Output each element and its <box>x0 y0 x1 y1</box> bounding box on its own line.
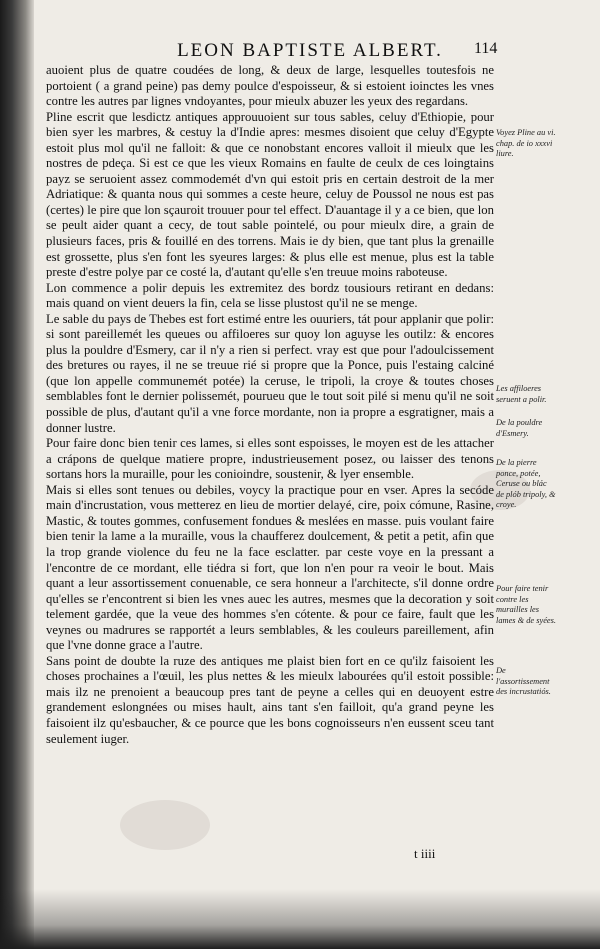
margin-note: Pour faire tenir contre les murailles les lames & de syées. <box>496 584 557 625</box>
paragraph: Pline escrit que lesdictz antiques approuuoient sur tous sables, celuy d'Ethiopie, pour bien syer les marbres, & cestuy la d'Indie apres: mesmes disoient que celuy d'Egypte estoit plus mol qu'il ne falloit: & que ce nonobstant encores valloit il mieulx que les nostres de pdeça. Si est ce que les vieux Romains en faulte de ceulx de ces loingtains payz se seruoient assez commodemét d'vn qui estoit pris en certain destroit de la mer Adriatique: & quanta nous qui sommes a ceste heure, celuy de Poussol ne nous est pas (certes) le pire que lon sçauroit trouuer pour tel effect. D'auantage il y a ce bien, que lon se peult aider quant a cecy, de tout sable pointelé, ou pour mieulx dire, a grain de plusieurs faces, pris & fouillé en des torrens. Mais ie dy bien, que tant plus la grenaille est grossette, plus s'en font les syeures larges: & plus elle est menue, plus est la table preste d'estre polye par ce costé la, d'autant qu'elle s'en treuue moins raboteuse. <box>46 109 494 280</box>
running-title: LEON BAPTISTE ALBERT. <box>177 40 443 61</box>
page-bottom-shadow <box>0 889 600 949</box>
page-binding-shadow <box>0 0 34 949</box>
margin-note: De la pouldre d'Esmery. <box>496 418 543 438</box>
margin-note: De l'assortissement des incrustatiós. <box>496 666 551 696</box>
margin-note: Les affiloeres seruent a polir. <box>496 384 547 404</box>
margin-note: De la pierre ponce, potée, Ceruse ou blác de plób tripoly, & croye. <box>496 458 556 509</box>
margin-note: Voyez Pline au vi. chap. de io xxxvi liure. <box>496 128 556 158</box>
page-number: 114 <box>474 40 498 57</box>
paragraph: Lon commence a polir depuis les extremitez des bordz tousiours retirant en dedans: mais quand on vient deuers la fin, cela se lisse plustost qu'il ne se menge. <box>46 280 494 311</box>
paper-stain <box>120 800 210 850</box>
paragraph: Sans point de doubte la ruze des antiques me plaist bien fort en ce qu'ilz faisoient les choses prochaines a l'œuil, les plus nettes & les mieulx labourées qu'il estoit possible: mais ilz ne prenoient a beaucoup pres tant de peyne a celles qui en deuoyent estre grandement eslongnées ou mises hault, ains tant s'en failloit, qu'a grand peyne les faisoient ilz qu'esbaucher, & ce pource que les bons cognoisseurs n'en eussent sceu tant seulement iuger. <box>46 653 494 746</box>
paragraph: Mais si elles sont tenues ou debiles, voycy la practique pour en vser. Apres la secóde main d'incrustation, vous metterez en lieu de mortier delayé, cire, poix cómune, Rasine, Mastic, & toutes gommes, confusement fondues & meslées en masse. puis voulant faire bien tenir la lame a la muraille, vous la chaufferez doulcement, & petit a petit, afin que la trop grande violence du feu ne la face esclatter. par ceste voye en la pressant a l'encontre de ce mordant, elle tiédra si fort, que lon n'en pour ra veoir le bout. Mais quant a leur assortissement conuenable, ce sera honneur a l'architecte, s'il donne ordre qu'elles se r'encontrent si bien les vnes auec les autres, mesmes que la decoration y soit telement gardée, que la veue des hommes s'en cótente. & pour ce faire, fault que les veynes ou madrures se rapportét a leurs semblables, & les couleurs pareillement, afin que l'vne donne grace a l'autre. <box>46 482 494 653</box>
signature-mark: t iiii <box>414 846 436 861</box>
paragraph: Pour faire donc bien tenir ces lames, si elles sont espoisses, le moyen est de les attacher a crápons de quelque matiere propre, industrieusement posez, ou laisser des tenons sortans hors la muraille, pour les conioindre, soustenir, & lyer ensemble. <box>46 436 494 482</box>
body-text <box>46 63 494 747</box>
paragraph: auoient plus de quatre coudées de long, & deux de large, lesquelles toutesfois ne portoient ( a grand peine) pas demy poulce d'espoisseur, & si estoient ioinctes les vnes contre les autres par lignes vndoyantes, pour mieulx abuzer les yeux des regardans. <box>46 63 494 109</box>
paragraph: Le sable du pays de Thebes est fort estimé entre les ouuriers, tát pour applanir que polir: si sont pareillemét les queues ou affiloeres sur quoy lon aguyse les outilz: & encores plus la pouldre d'Esmery, car il n'y a rien si perfect. vray est que pour l'adoulcissement des bretures ou rayes, il ne se treuue rié si propre que la Ponce, puis l'estaing calciné (que lon appelle communemét potée) la ceruse, le tripoli, la croye & toutes choses semblables font le dernier polissemét, pourueu que le tout soit pilé si menu qu'il ne soit possible de plus, d'autant qu'il a vne force mordante, non ia propre a esgratigner, mais a donner lustre. <box>46 311 494 435</box>
